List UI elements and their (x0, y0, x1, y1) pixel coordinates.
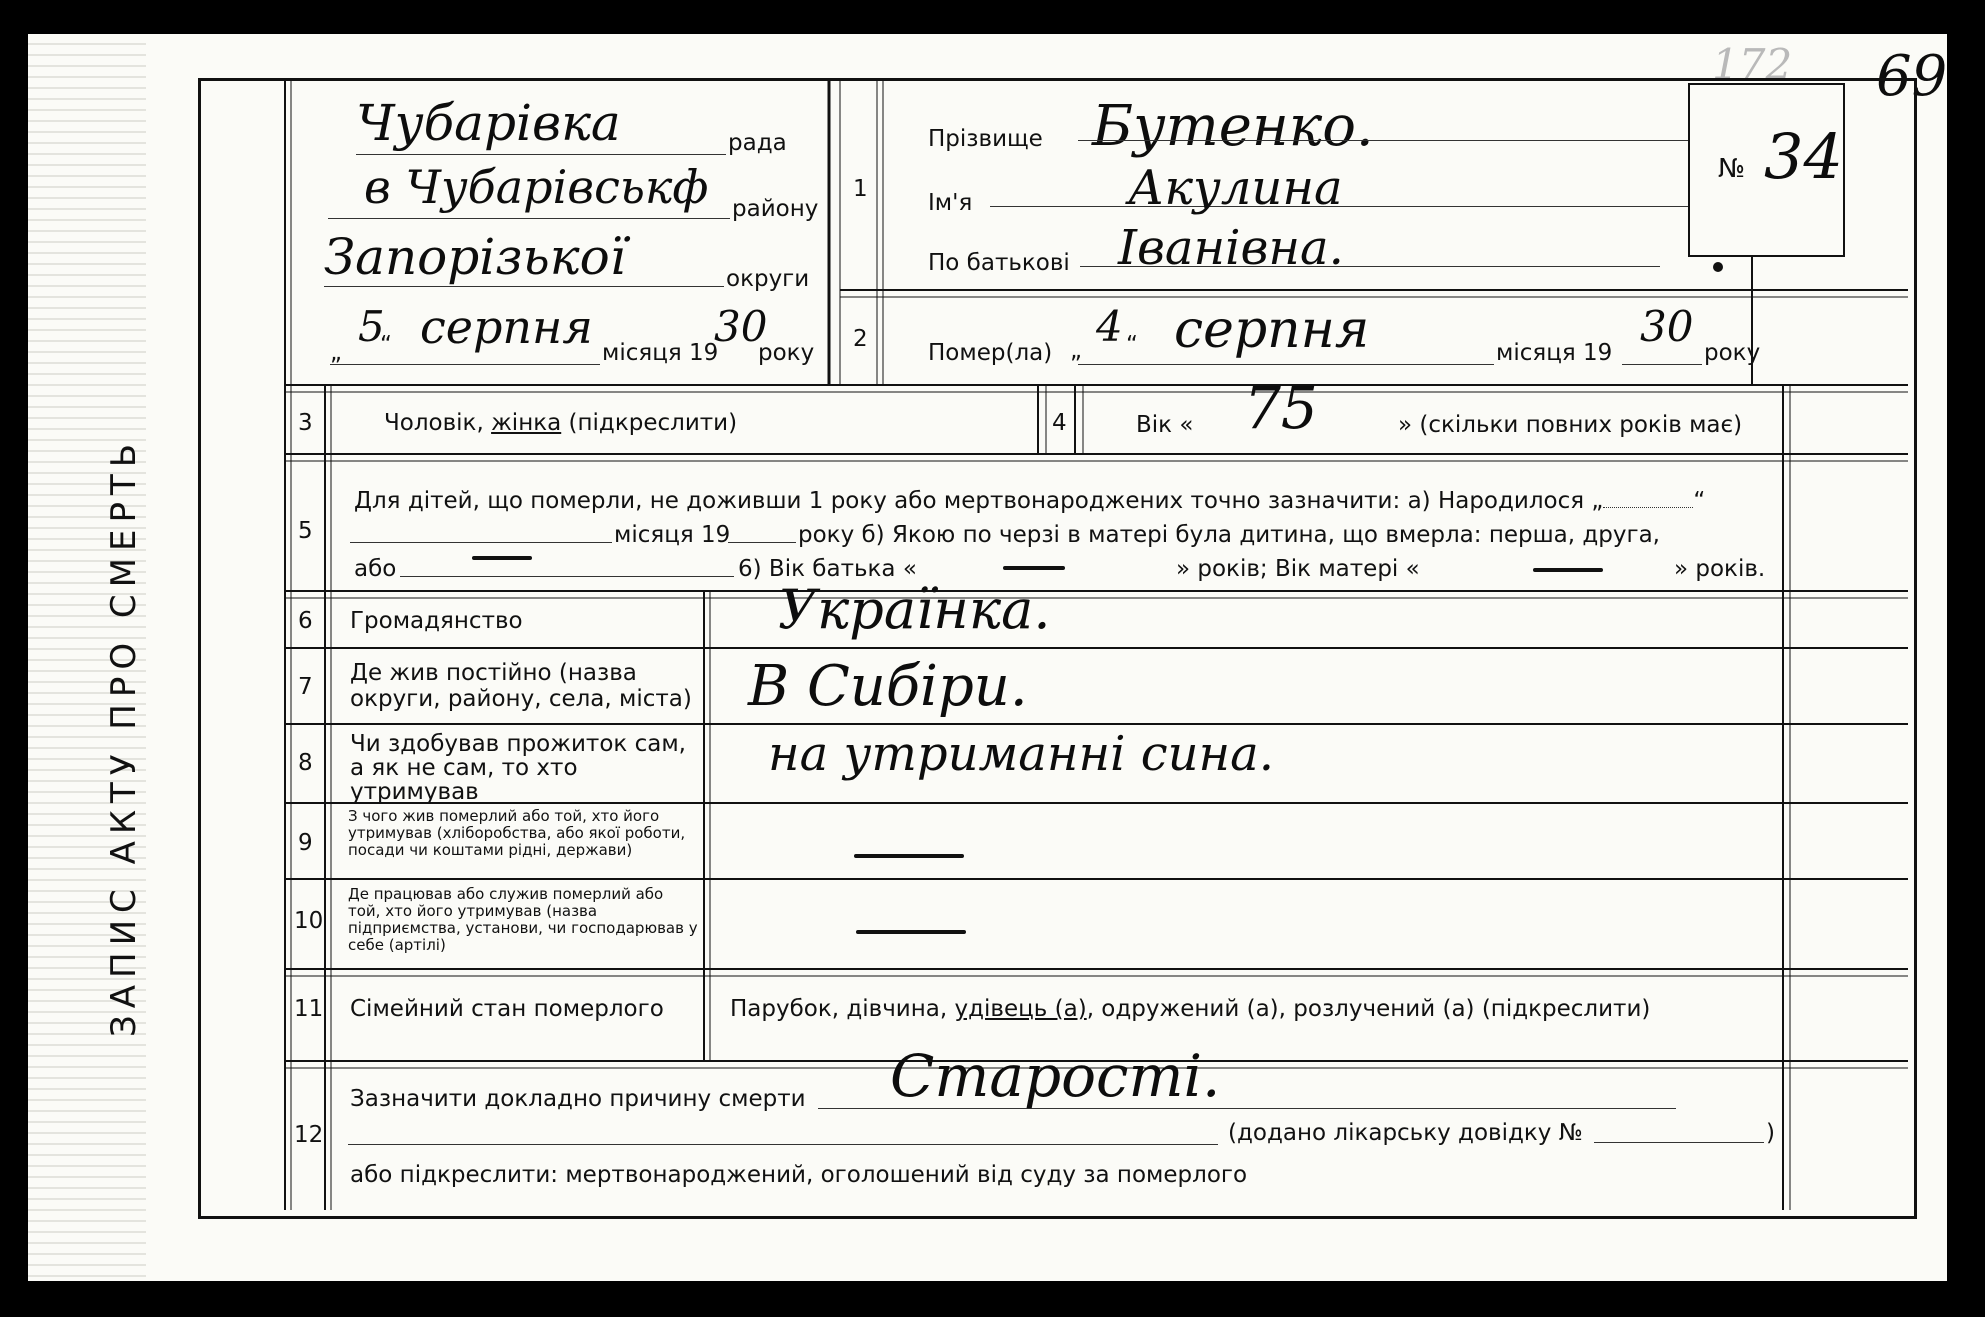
registration-year-label: року (758, 340, 815, 366)
record-number-label: № (1718, 154, 1746, 184)
name-label: Ім'я (928, 190, 973, 216)
row-number-6: 6 (298, 608, 313, 634)
income-source-label: З чого жив померлий або той, хто його утримував (хліборобства, або якої роботи, посади чи коштами рідні, держави) (348, 807, 686, 859)
registration-month-label: місяця 19 (602, 340, 719, 366)
district-label: району (732, 196, 819, 222)
marital-status-options: Парубок, дівчина, удівець (а), одружений (а), розлучений (а) (підкреслити) (730, 996, 1651, 1022)
row-number-2: 2 (853, 326, 868, 352)
citizenship-label: Громадянство (350, 608, 523, 634)
child-info-or: або (354, 556, 397, 582)
row-number-4: 4 (1052, 410, 1067, 436)
row-number-10: 10 (294, 908, 324, 934)
cause-of-death-value: Старості. (890, 1042, 1221, 1110)
council-label: рада (728, 130, 787, 156)
residence-label: Де жив постійно (назва округи, району, села, міста) (350, 660, 692, 712)
child-years-label: » років. (1674, 556, 1766, 582)
death-record-form: 69 172 ЗАПИС АКТУ ПРО СМЕРТЬ Чубарівка рада в Чубарівськф району Запорізької округи „ 5 “ серпня місяця 19 30 року 1 Прізвище Бутенко. Ім'я Акулина По батькові Іванівна. № 34 2 Помер(ла) „ 4 “ серпня місяця 19 30 року 3 Чоловік, жінка (підкреслити) 4 Вік « 75 » (скільки повних років має) 5 Для дітей, що померли, не доживши 1 року або мертвонароджених точно зазначити: а) Народилося „ “ місяця 19 року б) Якою по черзі в матері була дитина, що вмерла: перша, друга, або 6) Вік батька « » років; Вік матері « » років. 6 Громадянство Українка. 7 Де жив постійно (назва округи, району, села, міста) В Сибіри. 8 Чи здобував прожиток сам, а як не сам, то хто утримував на утриманні сина. 9 З чого жив померлий або той, хто його утримував (хліборобства, або якої роботи, посади чи коштами рідні, держави) 10 Де працював або служив померлий або той, хто його утримував (назва підприємства, установи, чи господарював у себе (артілі) 11 Сімейний стан померлого Парубок, дівчина, удівець (а), одружений (а), розлучений (а) (підкреслити) 12 Зазначити докладно причину смерти Старості. (додано лікарську довідку № ) або підкреслити: мертвонароджений, оголошений від суду за померлого (28, 34, 1947, 1281)
child-info-dash-2 (1003, 566, 1065, 570)
workplace-label: Де працював або служив померлий або той, хто його утримував (назва підприємства, установи, чи господарював у себе (артілі) (348, 885, 698, 954)
archive-page-number: 69 (1876, 44, 1948, 109)
row-number-9: 9 (298, 830, 313, 856)
medical-certificate-label: (додано лікарську довідку № (1228, 1120, 1583, 1146)
name-value: Акулина (1128, 160, 1343, 216)
patronymic-label: По батькові (928, 250, 1070, 276)
row-number-11: 11 (294, 996, 324, 1022)
child-info-dash-1 (472, 556, 532, 560)
district-value: в Чубарівськф (364, 160, 709, 214)
residence-value: В Сибіри. (748, 654, 1028, 719)
registration-year: 30 (714, 302, 768, 351)
old-page-number: 172 (1712, 40, 1793, 89)
marital-status-widow-underlined: удівець (а) (954, 996, 1087, 1022)
death-year-label: року (1704, 340, 1761, 366)
surname-value: Бутенко. (1092, 94, 1374, 159)
okruha-value: Запорізької (324, 228, 626, 286)
livelihood-label: Чи здобував прожиток сам, а як не сам, то хто утримував (350, 731, 686, 805)
death-year: 30 (1640, 302, 1694, 351)
child-mother-age-label: » років; Вік матері « (1176, 556, 1420, 582)
ink-dot (1713, 262, 1723, 272)
sex-female-underlined: жінка (491, 410, 562, 436)
child-info-line-1: Для дітей, що померли, не доживши 1 року або мертвонароджених точно зазначити: а) Народилося „ “ (354, 488, 1706, 514)
record-number-value: 34 (1764, 120, 1843, 193)
death-month: серпня (1174, 300, 1370, 360)
sex-label: Чоловік, жінка (підкреслити) (384, 410, 738, 436)
child-info-line-2: року б) Якою по черзі в матері була дитина, що вмерла: перша, друга, (798, 522, 1660, 548)
death-day: 4 (1096, 302, 1123, 351)
row-number-3: 3 (298, 410, 313, 436)
age-value: 75 (1244, 374, 1318, 442)
died-label: Помер(ла) (928, 340, 1053, 366)
age-suffix: » (скільки повних років має) (1398, 412, 1743, 438)
child-info-month-label: місяця 19 (614, 522, 731, 548)
citizenship-value: Українка. (778, 578, 1051, 641)
stillborn-or-declared-label: або підкреслити: мертвонароджений, оголошений від суду за померлого (350, 1162, 1248, 1188)
patronymic-value: Іванівна. (1118, 220, 1344, 276)
child-info-dash-3 (1533, 568, 1603, 572)
income-source-dash (854, 854, 964, 858)
registration-month: серпня (420, 300, 593, 354)
registration-day: 5 (358, 302, 385, 351)
livelihood-value: на утриманні сина. (768, 726, 1275, 782)
row-number-1: 1 (853, 176, 868, 202)
workplace-dash (856, 930, 966, 934)
okruha-label: округи (726, 266, 810, 292)
age-label: Вік « (1136, 412, 1194, 438)
surname-label: Прізвище (928, 126, 1043, 152)
side-title: ЗАПИС АКТУ ПРО СМЕРТЬ (104, 436, 144, 1037)
marital-status-label: Сімейний стан померлого (350, 996, 664, 1022)
row-number-5: 5 (298, 518, 313, 544)
cause-of-death-label: Зазначити докладно причину смерти (350, 1086, 806, 1112)
row-number-7: 7 (298, 674, 313, 700)
row-number-12: 12 (294, 1122, 324, 1148)
death-month-label: місяця 19 (1496, 340, 1613, 366)
council-value: Чубарівка (356, 94, 621, 152)
row-number-8: 8 (298, 750, 313, 776)
child-father-age-label: 6) Вік батька « (738, 556, 917, 582)
